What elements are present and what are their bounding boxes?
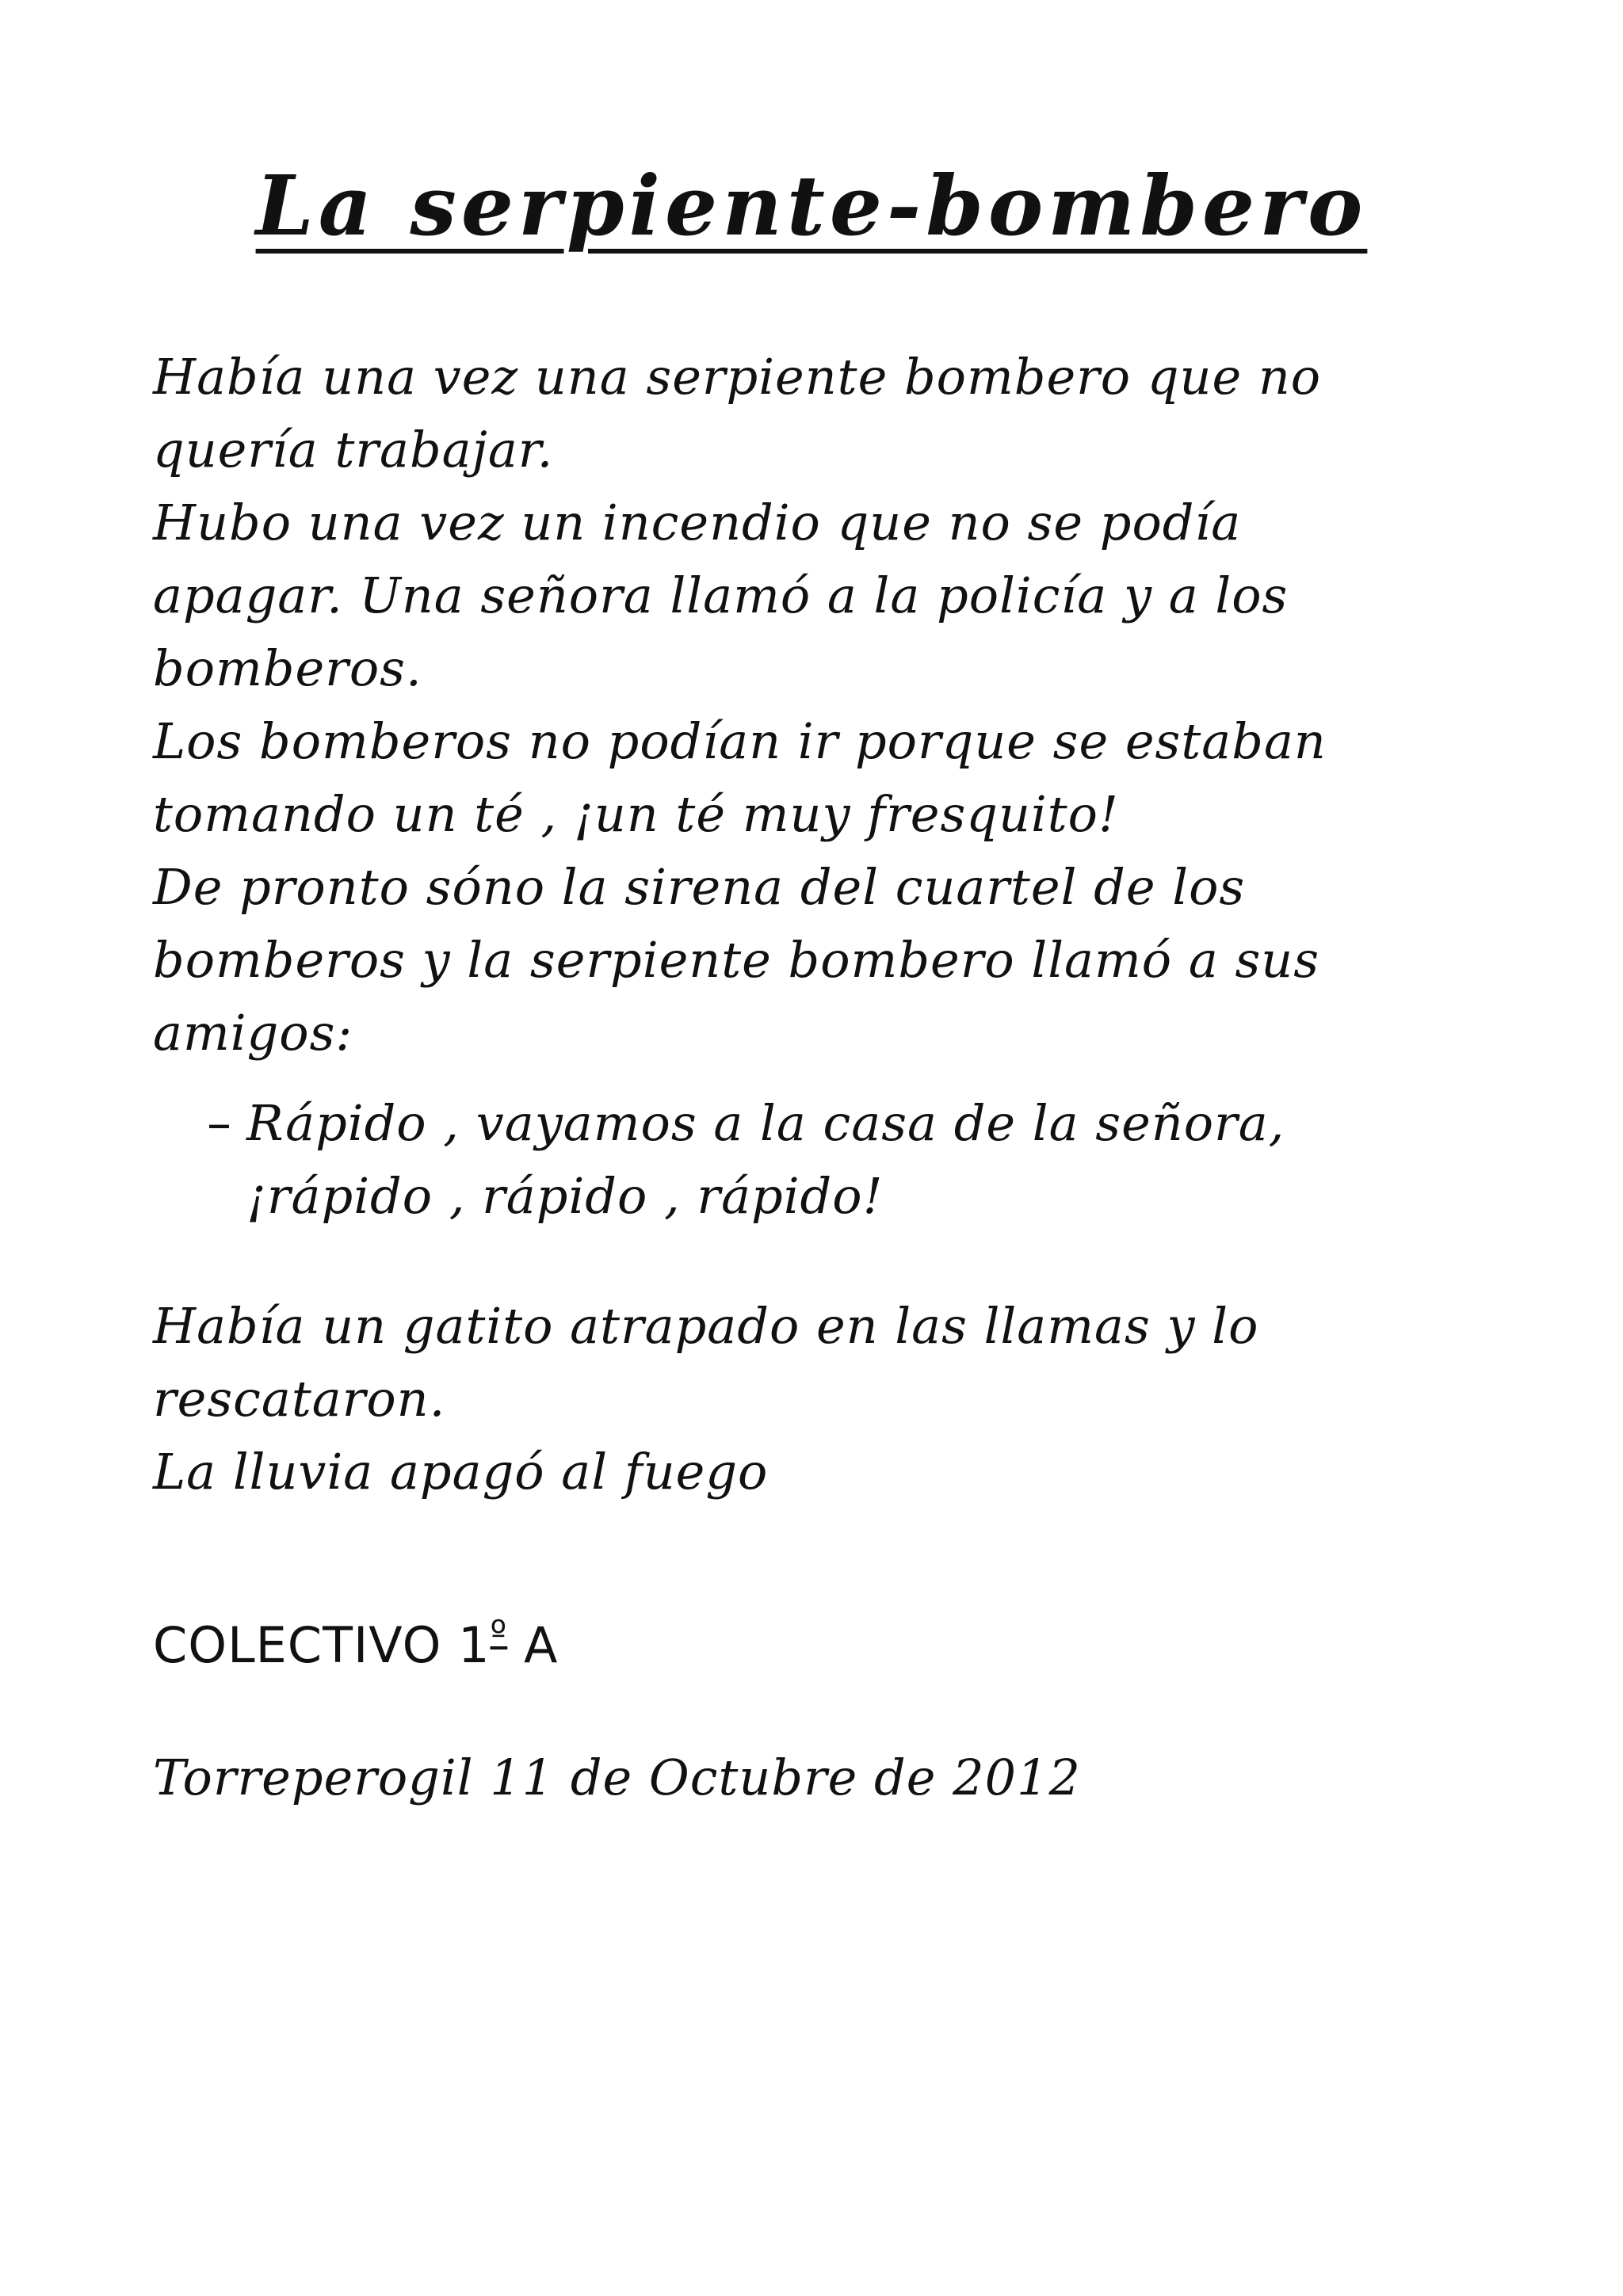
dialog-line — [153, 1087, 1500, 1160]
dialog-text: ¡rápido , rápido , rápido! — [246, 1167, 884, 1225]
dialog-text: Rápido , vayamos a la casa de la señora, — [246, 1094, 1285, 1152]
author-credit — [153, 1597, 558, 1682]
story-line: apagar. Una señora llamó a la policía y a los — [153, 566, 1289, 624]
document-title — [0, 151, 1623, 261]
author-ordinal: º — [490, 1613, 508, 1653]
dialog-dash: – — [207, 1094, 232, 1152]
story-line: quería trabajar. — [153, 421, 554, 479]
story-line: La lluvia apagó al fuego — [153, 1443, 769, 1501]
author-suffix: A — [507, 1616, 559, 1674]
story-line: Había un gatito atrapado en las llamas y lo — [153, 1297, 1259, 1355]
story-line: De pronto sóno la sirena del cuartel de los — [153, 858, 1246, 916]
story-line: tomando un té , ¡un té muy fresquito! — [153, 785, 1119, 843]
spacer — [153, 1070, 1500, 1087]
author-text: COLECTIVO 1 — [153, 1616, 491, 1674]
place-and-date: Torreperogil 11 de Octubre de 2012 — [153, 1749, 1081, 1806]
story-line: bomberos y la serpiente bombero llamó a sus — [153, 931, 1320, 989]
story-line: Había una vez una serpiente bombero que no — [153, 348, 1322, 406]
story-line: Hubo una vez un incendio que no se podía — [153, 494, 1242, 551]
story-line: rescataron. — [153, 1370, 446, 1428]
story-line: Los bomberos no podían ir porque se estaban — [153, 712, 1327, 770]
story-body — [153, 341, 1500, 1508]
story-line: bomberos. — [153, 639, 422, 697]
dialog-line — [153, 1160, 1500, 1233]
title-text: La serpiente-bombero — [255, 157, 1368, 254]
spacer — [153, 1233, 1500, 1290]
story-line: amigos: — [153, 1004, 353, 1062]
